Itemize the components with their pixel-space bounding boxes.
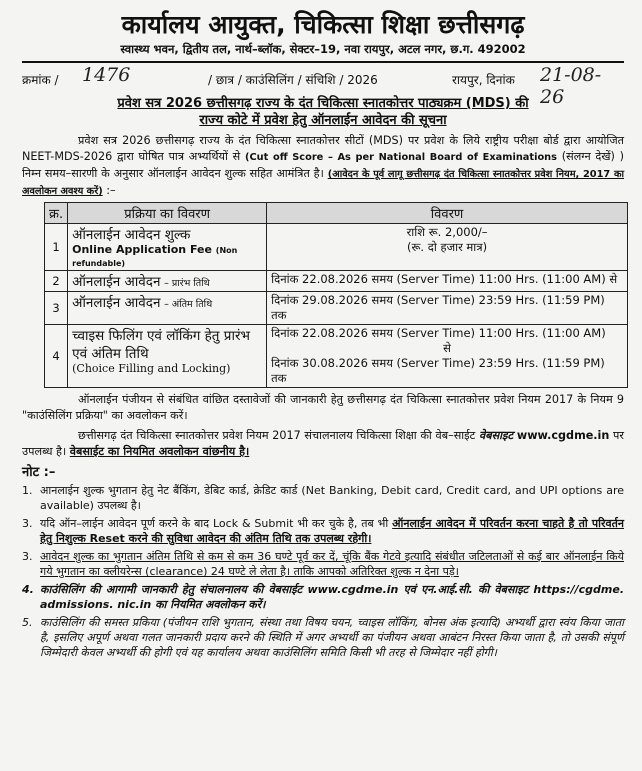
- ref-path: / छात्र / काउंसिलिंग / संचिशि / 2026: [208, 73, 378, 87]
- note-item: [22, 582, 624, 612]
- row-no: 1: [45, 224, 68, 271]
- cutoff-text: (Cut off Score – As per National Board of Examinations: [245, 152, 557, 163]
- note-item: [22, 615, 624, 660]
- website-link[interactable]: www.cgdme.in: [516, 429, 610, 442]
- row-no: 3: [45, 292, 68, 325]
- office-address: स्वास्थ्य भवन, द्वितीय तल, नार्थ–ब्लॉक, सेक्टर–19, नवा रायपुर, अटल नगर, छ.ग. 492002: [120, 42, 526, 56]
- table-row: [45, 325, 628, 388]
- intro-paragraph: [22, 133, 624, 200]
- intro-dash: :–: [106, 184, 116, 197]
- col-header-process: प्रक्रिया का विवरण: [68, 203, 267, 224]
- website-label: वेबसाइट: [478, 429, 514, 442]
- col-header-detail: विवरण: [267, 203, 628, 224]
- note-bold: ऑनलाईन आवेदन में परिवर्तन करना चाहते है तो परिवर्तन हेतु निशुल्क Reset करने की सुविधा आवेदन की अंतिम तिथि तक उपलब्ध रहेगी।: [40, 517, 625, 545]
- note-number: 3.: [22, 550, 33, 563]
- note-item: [22, 483, 624, 513]
- note-item: [22, 516, 624, 546]
- city-date-label: रायपुर, दिनांक: [452, 73, 515, 87]
- paragraph-rules: [22, 392, 624, 424]
- rules-text: ऑनलाईन पंजीयन से संबंधित वांछित दस्तावेजों की जानकारी हेतु छत्तीसगढ़ दंत चिकित्सा स्नातकोत्तर प्रवेश नियम 2017 के नियम 9 "काउंसिलिंग प्रक्रिया" का अवलोकन करें।: [22, 393, 624, 422]
- detail-line: तक: [271, 371, 287, 385]
- office-title: कार्यालय आयुक्त, चिकित्सा शिक्षा छत्तीसगढ़: [121, 10, 525, 39]
- intro-text: प्रवेश सत्र 2026 छत्तीसगढ़ राज्य के दंत चिकित्सा स्नातकोत्तर सीटों (MDS) पर प्रवेश के लिये राष्ट्रीय परीक्षा बोर्ड द्वारा आयोजित NEET-MDS-2026 द्वारा घोषित पात्र अभ्यर्थियों से: [22, 134, 624, 163]
- intro-note: (आवेदन के पूर्व लागू छत्तीसगढ़ दंत चिकित्सा स्नातकोत्तर प्रवेश नियम, 2017 का अवलोकन अवश्य करें): [22, 169, 625, 197]
- note-text: आवेदन शुल्क का भुगतान अंतिम तिथि से कम से कम 36 घण्टे पूर्व कर दें, चूंकि बैंक गेटवे इत्यादि संबंधीत जटिलताओं से कई बार ऑनलाईन किये गये भुगतान का क्लीयरेन्स (clearance) 24 घण्टे ले लेता है। ताकि आपको अतिरिक्त शुल्क न देना पड़े।: [40, 550, 624, 578]
- table-row: [45, 271, 628, 292]
- subject-line-2: राज्य कोटे में प्रवेश हेतु ऑनलाईन आवेदन की सूचना: [199, 113, 447, 128]
- detail-line: दिनांक 22.08.2026 समय (Server Time) 11:00 Hrs. (11:00 AM): [271, 326, 606, 340]
- schedule-table: [44, 202, 628, 388]
- paragraph-website: [22, 428, 624, 460]
- process-label: ऑनलाईन आवेदन: [72, 274, 161, 290]
- process-sub: – अंतिम तिथि: [164, 299, 213, 310]
- table-row: [45, 224, 628, 271]
- process-en-note: (Non refundable): [72, 246, 238, 268]
- note-number: 3.: [22, 517, 33, 530]
- detail-line: दिनांक 30.08.2026 समय (Server Time) 23:59 Hrs. (11:59 PM): [271, 356, 605, 370]
- intro-rest: निम्न समय–सारणी के अनुसार ऑनलाईन आवेदन शुल्क सहित आमंत्रित है।: [22, 167, 324, 180]
- ref-prefix: क्रमांक /: [22, 73, 59, 87]
- attached-text: (संलग्न देखें) ): [561, 150, 625, 163]
- header-divider: [22, 61, 624, 63]
- table-header-row: [45, 203, 628, 224]
- process-label: ऑनलाईन आवेदन: [72, 295, 161, 311]
- col-header-no: क्र.: [45, 203, 68, 224]
- detail-line: (रू. दो हजार मात्र): [406, 240, 488, 254]
- detail-line: दिनांक 22.08.2026 समय (Server Time) 11:00 Hrs. (11:00 AM): [271, 272, 606, 286]
- ref-date: 21-08-26: [540, 64, 602, 108]
- process-en-text: Online Application Fee: [72, 243, 212, 256]
- note-text: आनलाईन शुल्क भुगतान हेतु नेट बैंकिंग, डेबिट कार्ड, क्रेडिट कार्ड (Net Banking, Debit card, Credit card, and UPI options are available) उपलब्ध है।: [40, 484, 624, 512]
- row-no: 4: [45, 325, 68, 388]
- row-process: [68, 271, 267, 292]
- process-label: च्वाइस फिलिंग एवं लॉकिंग हेतु प्रारंभ एवं अंतिम तिथि: [72, 328, 250, 362]
- row-detail: [267, 292, 628, 325]
- website-text: छत्तीसगढ़ दंत चिकित्सा स्नातकोत्तर प्रवेश नियम 2017 संचालनालय चिकित्सा शिक्षा की वेब–साईट: [78, 429, 476, 442]
- row-no: 2: [45, 271, 68, 292]
- subject: [22, 95, 624, 129]
- website-rest: पर उपलब्ध है।: [22, 429, 624, 458]
- row-detail: [267, 224, 628, 271]
- subject-line-1: प्रवेश सत्र 2026 छत्तीसगढ़ राज्य के दंत चिकित्सा स्नातकोत्तर पाठ्यक्रम (MDS) की: [117, 96, 529, 111]
- detail-line: तक: [271, 308, 287, 322]
- detail-line: से: [609, 272, 618, 286]
- detail-line: दिनांक 29.08.2026 समय (Server Time) 23:59 Hrs. (11:59 PM): [271, 293, 605, 307]
- row-process: [68, 325, 267, 388]
- process-label: ऑनलाईन आवेदन शुल्क: [72, 227, 191, 243]
- row-process: [68, 224, 267, 271]
- note-item: [22, 549, 624, 579]
- website-bold: वेबसाईट का नियमित अवलोकन वांछनीय है।: [69, 445, 250, 458]
- process-en: (Choice Filling and Locking): [72, 362, 231, 375]
- notes-heading: नोट :–: [22, 465, 56, 480]
- note-number: 5.: [22, 616, 33, 629]
- process-sub: – प्रारंभ तिथि: [164, 278, 210, 289]
- row-process: [68, 292, 267, 325]
- ref-number: 1476: [82, 64, 131, 86]
- detail-line: से: [443, 341, 451, 355]
- note-number: 4.: [22, 583, 34, 596]
- process-en: [72, 243, 262, 269]
- note-number: 1.: [22, 484, 33, 497]
- note-text: काउंसिलिंग की आगामी जानकारी हेतु संचालनालय की वेबसाईट www.cgdme.in एवं एन.आई.सी. की वेबसाइट https://cgdme. admissions. nic.in का नियमित अवलोकन करें।: [40, 583, 624, 611]
- table-row: [45, 292, 628, 325]
- note-text: यदि ऑन–लाईन आवेदन पूर्ण करने के बाद Lock & Submit भी कर चुके है, तब भी: [40, 517, 389, 530]
- note-text: काउंसिलिंग की समस्त प्रकिया (पंजीयन राशि भुगतान, संस्था तथा विषय चयन, च्वाइस लॉकिंग, बोनस अंक इत्यादि) अभ्यर्थी द्वारा स्वंय किया जाता है, इसलिए अपूर्ण अथवा गलत जानकारी प्रदाय करने की स्थिति में अगर अभ्यर्थी का पंजीयन अथवा आबंटन निरस्त किया जाता है, तो उसकी संपूर्ण जिम्मेदारी केवल अभ्यर्थी की होगी एवं यह कार्यालय अथवा काउंसिलिंग समिति किसी भी तरह से जिम्मेदार नहीं होगी।: [40, 616, 624, 659]
- row-detail: [267, 325, 628, 388]
- row-detail: [267, 271, 628, 292]
- detail-line: राशि रू. 2,000/–: [406, 225, 488, 239]
